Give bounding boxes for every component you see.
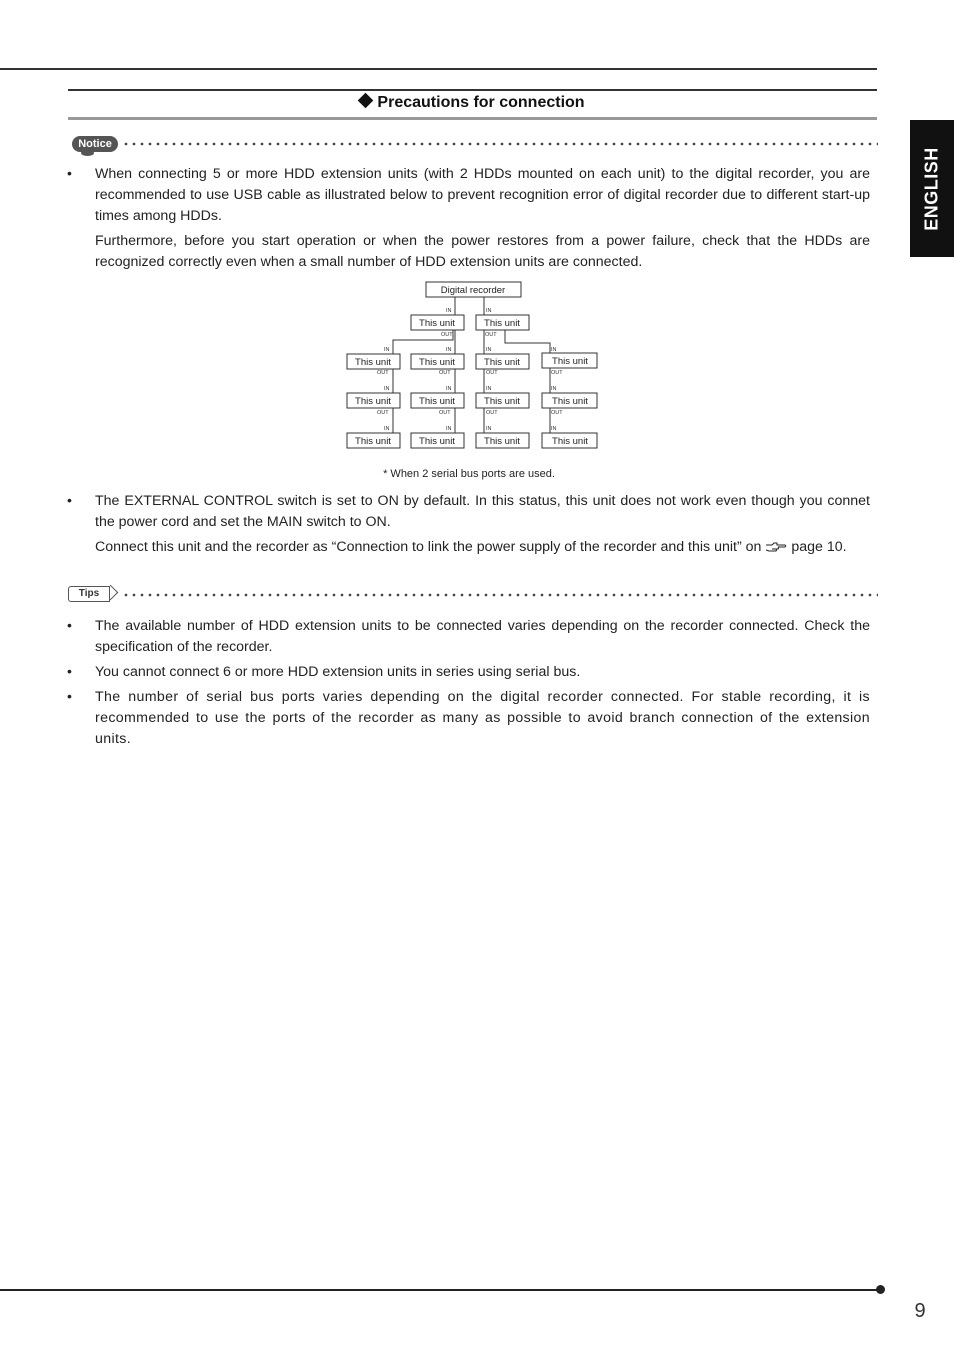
notice-badge: Notice (72, 136, 118, 152)
port-in-label: IN (446, 308, 452, 314)
unit-label: This unit (355, 436, 391, 447)
port-in-label: IN (486, 426, 492, 432)
port-in-label: IN (551, 347, 557, 353)
tips-item-3 (95, 687, 870, 750)
recorder-label: Digital recorder (440, 285, 506, 296)
unit-label: This unit (355, 396, 391, 407)
port-out-label: OUT (441, 332, 453, 338)
bullet: • (67, 663, 72, 679)
bullet: • (67, 617, 72, 633)
notice-item-2-para-2 (95, 537, 870, 558)
diagram-caption: * When 2 serial bus ports are used. (383, 468, 555, 480)
port-out-label: OUT (439, 370, 451, 376)
port-in-label: IN (384, 426, 390, 432)
tips-item-3-text: The number of serial bus ports varies depending on the digital recorder connected. For stable recording, it is recommended to use the ports of the recorder as many as possible to avoid branch connection of the extension units. (95, 689, 870, 747)
unit-label: This unit (419, 318, 455, 329)
unit-label: This unit (552, 436, 588, 447)
port-in-label: IN (384, 386, 390, 392)
section-bottom-rule (68, 117, 877, 120)
page-number: 9 (914, 1300, 926, 1322)
section-heading (68, 94, 877, 112)
port-out-label: OUT (439, 410, 451, 416)
language-tab-label: ENGLISH (921, 146, 942, 231)
port-in-label: IN (486, 308, 492, 314)
diamond-icon (358, 93, 374, 109)
notice-item-1-para-1: When connecting 5 or more HDD extension units (with 2 HDDs mounted on each unit) to the digital recorder, you are recommended to use USB cable as illustrated below to prevent recognition error of digital recorder due to different start-up times among HDDs. (95, 166, 870, 224)
port-in-label: IN (446, 386, 452, 392)
section-title: Precautions for connection (377, 94, 585, 111)
port-out-label: OUT (486, 370, 498, 376)
tips-item-1: The available number of HDD extension units to be connected varies depending on the recorder connected. Check the specification of the recorder. (95, 618, 870, 655)
bullet: • (67, 492, 72, 508)
port-out-label: OUT (485, 332, 497, 338)
port-in-label: IN (551, 426, 557, 432)
tips-item-2: You cannot connect 6 or more HDD extension units in series using serial bus. (95, 664, 581, 680)
unit-label: This unit (552, 356, 588, 367)
bullet: • (67, 688, 72, 704)
port-in-label: IN (384, 347, 390, 353)
tips-dotted-line (122, 593, 878, 597)
tips-badge: Tips (68, 586, 110, 602)
bullet: • (67, 165, 72, 181)
unit-label: This unit (484, 357, 520, 368)
unit-label: This unit (484, 318, 520, 329)
port-in-label: IN (486, 347, 492, 353)
footer-rule (0, 1289, 880, 1291)
unit-label: This unit (419, 396, 455, 407)
unit-label: This unit (419, 357, 455, 368)
language-tab (910, 120, 954, 257)
section-top-rule (68, 89, 877, 91)
port-in-label: IN (446, 347, 452, 353)
unit-label: This unit (355, 357, 391, 368)
port-in-label: IN (551, 386, 557, 392)
unit-label: This unit (484, 436, 520, 447)
port-out-label: OUT (486, 410, 498, 416)
notice-item-2-para-1: The EXTERNAL CONTROL switch is set to ON by default. In this status, this unit does not work even though you connet the power cord and set the MAIN switch to ON. (95, 493, 870, 530)
unit-label: This unit (419, 436, 455, 447)
port-out-label: OUT (551, 370, 563, 376)
port-out-label: OUT (551, 410, 563, 416)
port-out-label: OUT (377, 410, 389, 416)
reference-page: page 10. (791, 539, 847, 555)
notice-dotted-line (122, 142, 878, 146)
header-rule (0, 68, 877, 70)
notice-badge-tail (81, 150, 94, 156)
connection-diagram (340, 280, 610, 460)
notice-item-1-para-2: Furthermore, before you start operation or when the power restores from a power failure, check that the HDDs are recognized correctly even when a small number of HDD extension units are connected. (95, 233, 870, 270)
unit-label: This unit (484, 396, 520, 407)
unit-label: This unit (552, 396, 588, 407)
port-in-label: IN (486, 386, 492, 392)
finger-pointer-icon (765, 541, 787, 553)
port-out-label: OUT (377, 370, 389, 376)
port-in-label: IN (446, 426, 452, 432)
reference-text: Connect this unit and the recorder as “Connection to link the power supply of the recorder and this unit” on (95, 539, 762, 555)
footer-rule-dot (876, 1285, 885, 1294)
